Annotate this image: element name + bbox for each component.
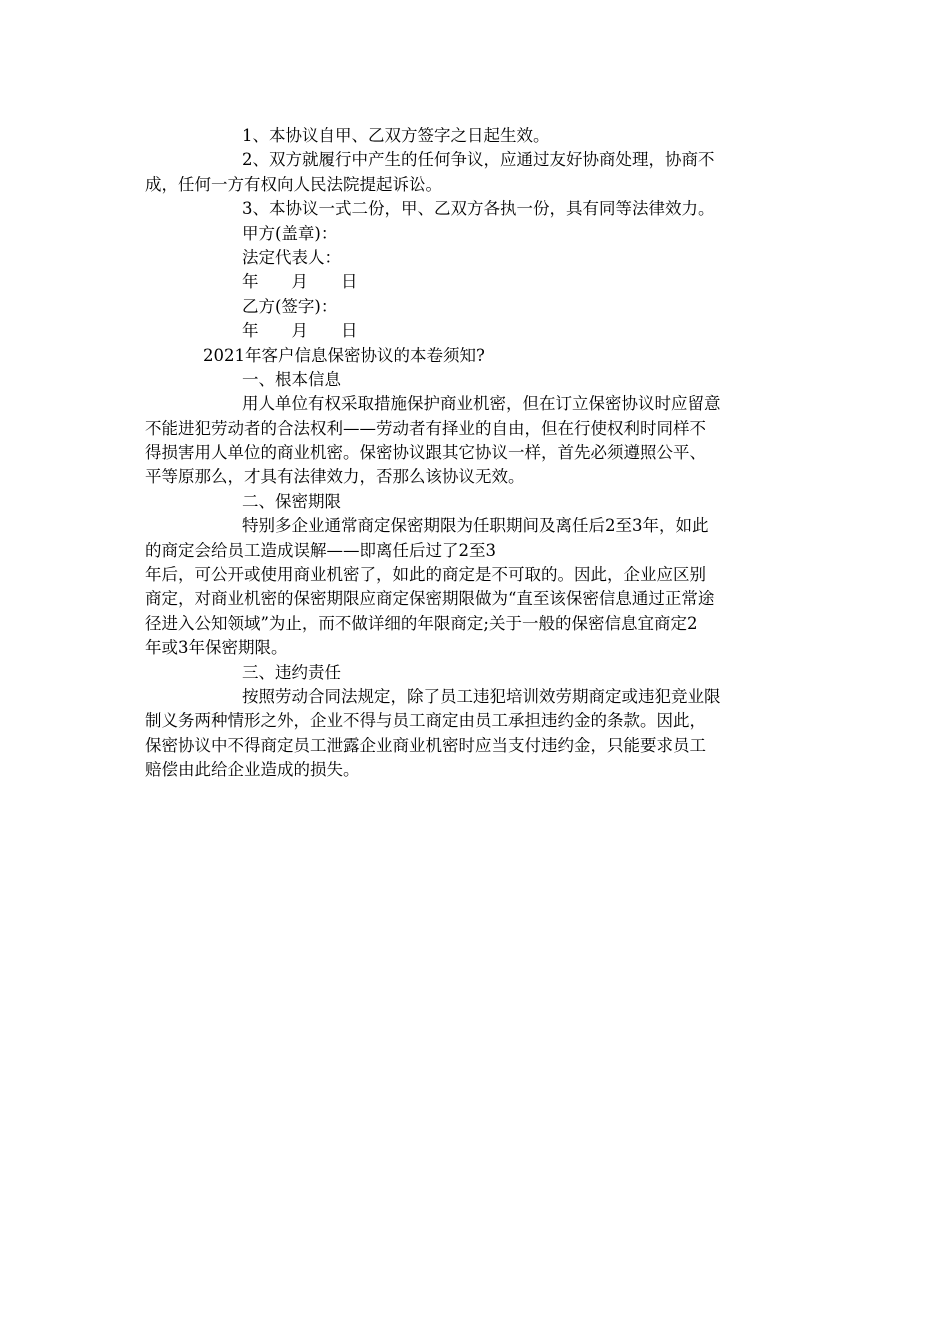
section-1-para-line-1: 用人单位有权采取措施保护商业机密，但在订立保密协议时应留意 [242, 394, 721, 414]
clause-3: 3、本协议一式二份，甲、乙双方各执一份，具有同等法律效力。 [242, 199, 715, 219]
party-a-date-line: 年 月 日 [242, 272, 358, 292]
legal-representative-label: 法定代表人： [242, 247, 341, 267]
section-2-para-line-1: 特别多企业通常商定保密期限为任职期间及离任后2至3年，如此 [242, 516, 709, 536]
section-3-para-line-3: 保密协议中不得商定员工泄露企业商业机密时应当支付违约金，只能要求员工 [145, 735, 706, 755]
section-2-para-line-5: 径进入公知领域”为止，而不做详细的年限商定;关于一般的保密信息宜商定2 [145, 613, 698, 633]
party-a-seal-label: 甲方(盖章)： [242, 223, 338, 243]
clause-2-line-1: 2、双方就履行中产生的任何争议，应通过友好协商处理，协商不 [242, 150, 715, 170]
clause-2-line-2: 成，任何一方有权向人民法院提起诉讼。 [145, 174, 442, 194]
document-body [145, 124, 805, 783]
section-2-para-line-4: 商定，对商业机密的保密期限应商定保密期限做为“直至该保密信息通过正常途 [145, 589, 715, 609]
section-1-para-line-2: 不能进犯劳动者的合法权利——劳动者有择业的自由，但在行使权利时同样不 [145, 418, 706, 438]
clause-1: 1、本协议自甲、乙双方签字之日起生效。 [242, 126, 550, 145]
section-1-para-line-3: 得损害用人单位的商业机密。保密协议跟其它协议一样，首先必须遵照公平、 [145, 443, 706, 463]
party-b-signature-label: 乙方(签字)： [242, 296, 338, 316]
section-3-para-line-1: 按照劳动合同法规定，除了员工违犯培训效劳期商定或违犯竞业限 [242, 686, 721, 706]
section-2-para-line-2: 的商定会给员工造成误解——即离任后过了2至3 [145, 540, 496, 560]
section-3-heading: 三、违约责任 [242, 662, 341, 682]
section-1-para-line-4: 平等原那么，才具有法律效力，否那么该协议无效。 [145, 467, 525, 487]
section-2-para-line-3: 年后，可公开或使用商业机密了，如此的商定是不可取的。因此，企业应区别 [145, 565, 706, 585]
section-2-heading: 二、保密期限 [242, 491, 341, 511]
section-3-para-line-4: 赔偿由此给企业造成的损失。 [145, 760, 360, 780]
notice-heading: 2021年客户信息保密协议的本卷须知? [203, 345, 485, 365]
section-3-para-line-2: 制义务两种情形之外，企业不得与员工商定由员工承担违约金的条款。因此， [145, 711, 706, 731]
section-2-para-line-6: 年或3年保密期限。 [145, 638, 288, 658]
party-b-date-line: 年 月 日 [242, 321, 358, 341]
section-1-heading: 一、根本信息 [242, 369, 341, 389]
